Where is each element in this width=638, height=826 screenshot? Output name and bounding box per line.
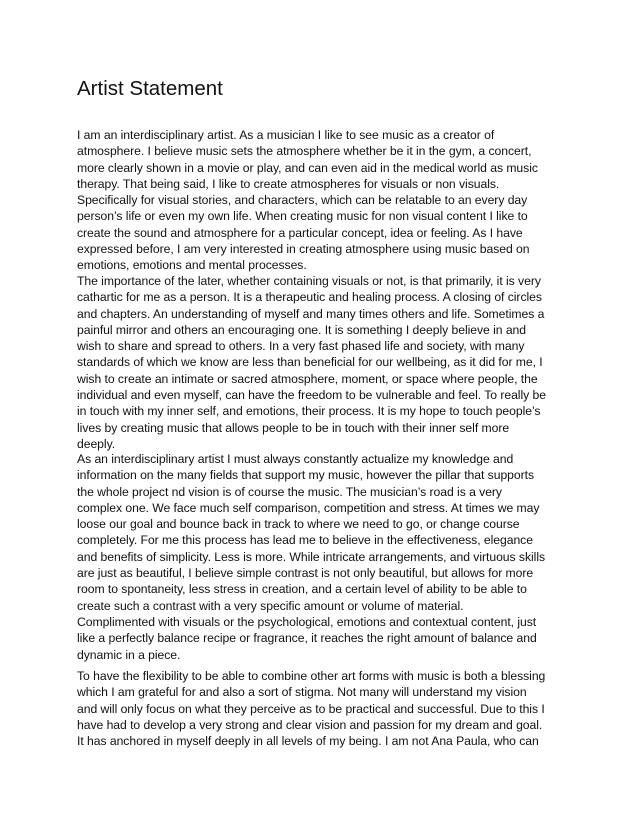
paragraph-4 bbox=[77, 668, 567, 749]
text-line: and will only focus on what they perceive as to be practical and successful. Due to this I bbox=[77, 701, 545, 716]
text-line: completely. For me this process has lead me to believe in the effectiveness, elegance bbox=[77, 533, 533, 548]
text-line: create such a contrast with a very specific amount or volume of material. bbox=[77, 598, 464, 613]
text-line: deeply. bbox=[77, 436, 116, 451]
paragraph-3 bbox=[77, 451, 567, 663]
text-line: Complimented with visuals or the psychological, emotions and contextual content, just bbox=[77, 614, 537, 629]
text-line: person’s life or even my own life. When creating music for non visual content I like to bbox=[77, 209, 528, 224]
text-line: and chapters. An understanding of myself and many times others and life. Sometimes a bbox=[77, 306, 545, 321]
text-line: To have the flexibility to be able to combine other art forms with music is both a blessing bbox=[77, 669, 546, 683]
text-line: room to spontaneity, less stress in creation, and a certain level of ability to be able to bbox=[77, 582, 527, 597]
text-line: emotions, emotions and mental processes. bbox=[77, 258, 307, 273]
text-line: like a perfectly balance recipe or fragrance, it reaches the right amount of balance and bbox=[77, 631, 537, 646]
page-title: Artist Statement bbox=[77, 77, 223, 100]
text-line: more clearly shown in a movie or play, and can even aid in the medical world as music bbox=[77, 160, 538, 175]
text-line: painful mirror and others an encouraging one. It is something I deeply believe in and bbox=[77, 322, 526, 337]
text-line: in touch with my inner self, and emotions, their process. It is my hope to touch people’s bbox=[77, 404, 541, 419]
text-line: information on the many fields that support my music, however the pillar that supports bbox=[77, 468, 535, 483]
text-line: atmosphere. I believe music sets the atmosphere whether be it in the gym, a concert, bbox=[77, 144, 532, 159]
text-line: lives by creating music that allows people to be in touch with their inner self more bbox=[77, 420, 510, 435]
text-line: I am an interdisciplinary artist. As a musician I like to see music as a creator of bbox=[77, 128, 495, 142]
text-line: create the sound and atmosphere for a particular concept, idea or feeling. As I have bbox=[77, 225, 523, 240]
text-line: standards of which we know are less than beneficial for our wellbeing, as it did for me, I bbox=[77, 355, 543, 370]
text-line: dynamic in a piece. bbox=[77, 647, 181, 662]
text-line: are just as beautiful, I believe simple contrast is not only beautiful, but allows for more bbox=[77, 566, 534, 581]
text-line: The importance of the later, whether containing visuals or not, is that primarily, it is very bbox=[77, 274, 541, 288]
text-line: and benefits of simplicity. Less is more. While intricate arrangements, and virtuous skills bbox=[77, 549, 546, 564]
text-line: therapy. That being said, I like to create atmospheres for visuals or non visuals. bbox=[77, 176, 500, 191]
text-line: cathartic for me as a person. It is a therapeutic and healing process. A closing of circles bbox=[77, 290, 542, 305]
paragraph-2 bbox=[77, 273, 567, 452]
text-line: loose our goal and bounce back in track to where we need to go, or change course bbox=[77, 517, 520, 532]
text-line: Specifically for visual stories, and characters, which can be relatable to an every day bbox=[77, 193, 528, 208]
paragraph-1 bbox=[77, 127, 567, 274]
text-line: expressed before, I am very interested in creating atmosphere using music based on bbox=[77, 242, 530, 257]
text-line: It has anchored in myself deeply in all levels of my being. I am not Ana Paula, who can bbox=[77, 734, 539, 749]
text-line: wish to create an intimate or sacred atmosphere, moment, or space where people, the bbox=[77, 371, 538, 386]
text-line: which I am grateful for and also a sort of stigma. Not many will understand my vision bbox=[77, 685, 527, 700]
text-line: complex one. We face much self comparison, competition and stress. At times we may bbox=[77, 500, 540, 515]
text-line: As an interdisciplinary artist I must always constantly actualize my knowledge and bbox=[77, 452, 514, 466]
text-line: have had to develop a very strong and clear vision and passion for my dream and goal. bbox=[77, 717, 543, 732]
text-line: the whole project nd vision is of course the music. The musician’s road is a very bbox=[77, 484, 502, 499]
text-line: wish to share and spread to others. In a very fast phased life and society, with many bbox=[77, 339, 525, 354]
text-line: individual and even myself, can have the freedom to be vulnerable and feel. To really be bbox=[77, 388, 546, 403]
